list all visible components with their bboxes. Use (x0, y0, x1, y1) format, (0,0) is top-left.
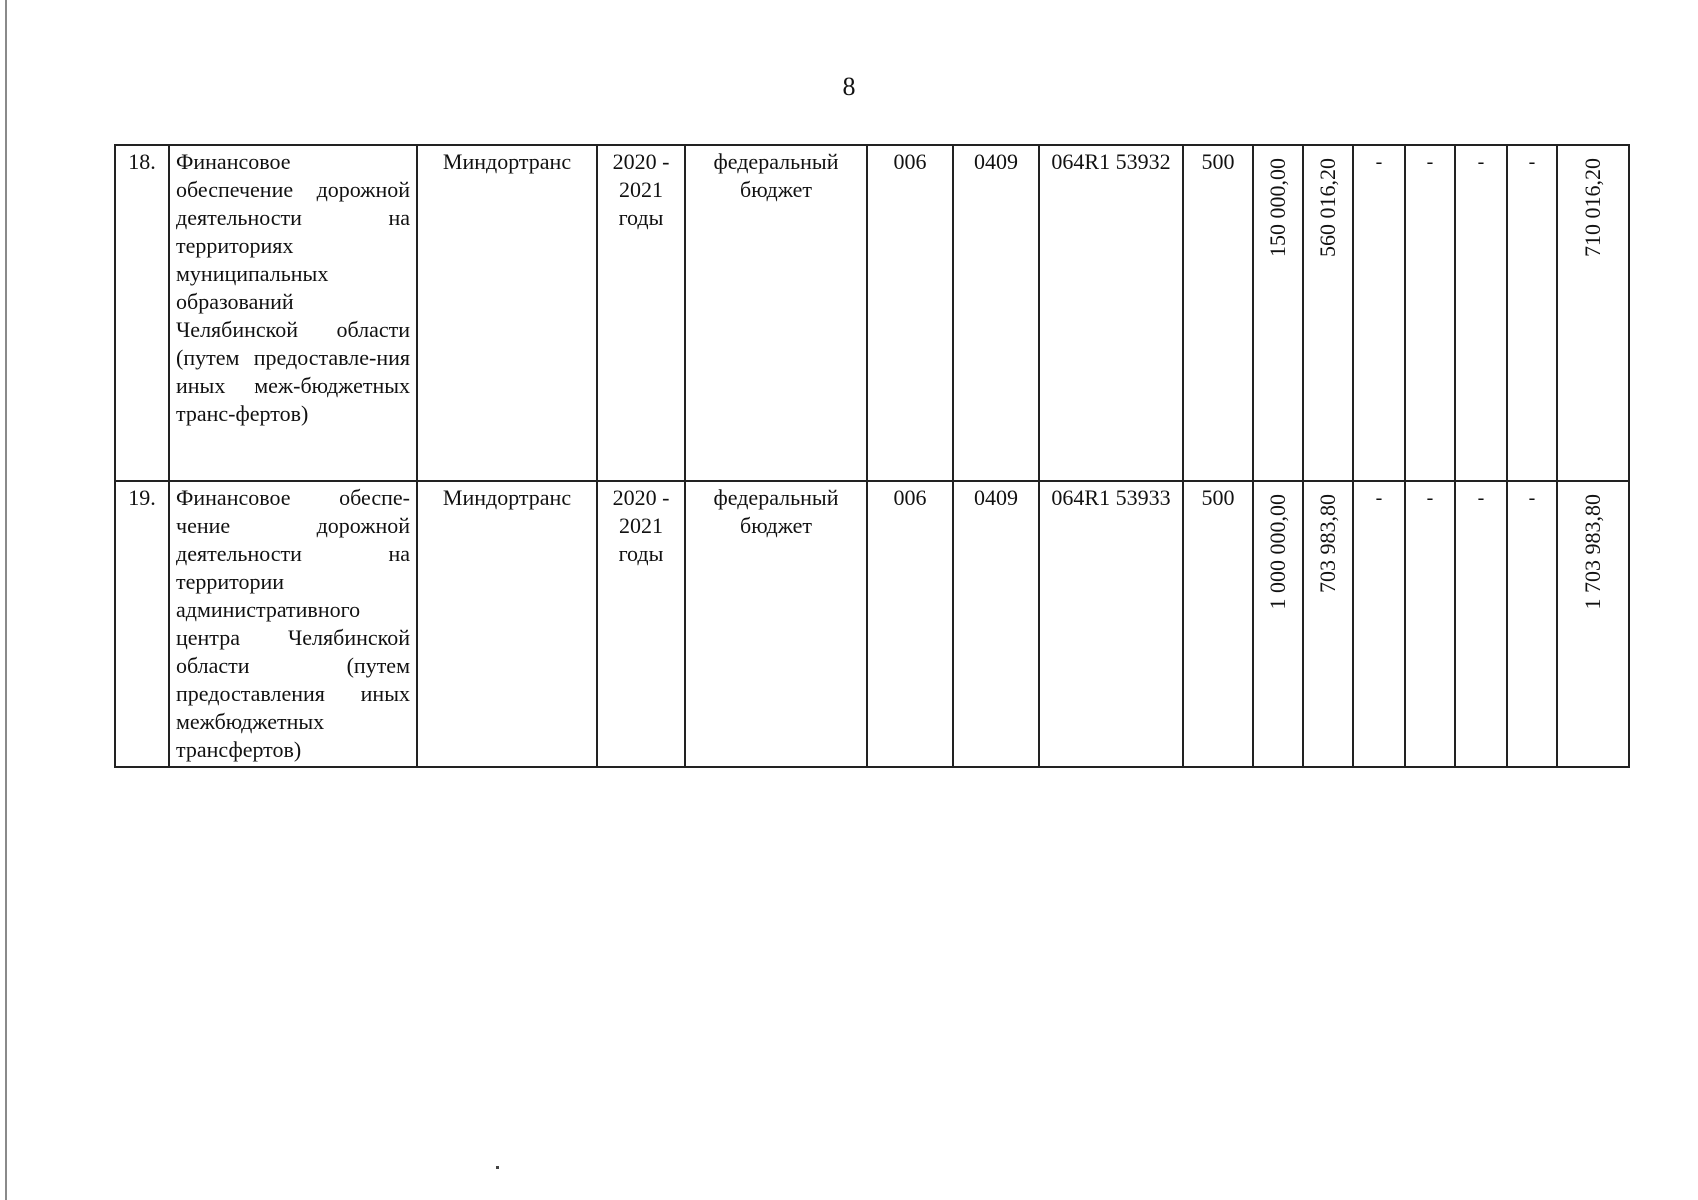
table-row (115, 481, 1629, 767)
row-period: 2020 - 2021 годы (597, 481, 685, 767)
total-text: 710 016,20 (1580, 158, 1605, 257)
row-period: 2020 - 2021 годы (597, 145, 685, 481)
amount-2021-text: 560 016,20 (1315, 158, 1340, 257)
row-amount-2025 (1507, 145, 1557, 481)
amount-2024-text: - (1477, 487, 1485, 509)
row-target-article: 064R1 53932 (1039, 145, 1183, 481)
row-amount-2024 (1455, 145, 1507, 481)
row-expense-type: 500 (1183, 145, 1253, 481)
row-total (1557, 145, 1629, 481)
row-amount-2023 (1405, 145, 1455, 481)
amount-2025-text: - (1528, 151, 1536, 173)
amount-2020-text: 150 000,00 (1265, 158, 1290, 257)
scan-speck (496, 1166, 499, 1169)
row-amount-2024 (1455, 481, 1507, 767)
row-executor: Миндортранс (417, 145, 597, 481)
amount-2025-text: - (1528, 487, 1536, 509)
amount-2020-text: 1 000 000,00 (1265, 494, 1290, 610)
row-amount-2020 (1253, 145, 1303, 481)
row-section-code: 0409 (953, 481, 1039, 767)
row-expense-type: 500 (1183, 481, 1253, 767)
row-grbs-code: 006 (867, 481, 953, 767)
row-description: Финансовое обеспе-чение дорожной деятельности на территории административного центра Челябинской области (путем предоставления иных межбюджетных трансфертов) (169, 481, 417, 767)
amount-2021-text: 703 983,80 (1315, 494, 1340, 593)
budget-table (114, 144, 1630, 768)
amount-2022-text: - (1375, 151, 1383, 173)
row-description: Финансовое обеспечение дорожной деятельности на территориях муниципальных образований Челябинской области (путем предоставле-ния иных меж-бюджетных транс-фертов) (169, 145, 417, 481)
row-amount-2022 (1353, 481, 1405, 767)
amount-2023-text: - (1426, 487, 1434, 509)
page-number: 8 (842, 72, 856, 101)
total-text: 1 703 983,80 (1580, 494, 1605, 610)
row-amount-2021 (1303, 145, 1353, 481)
row-amount-2020 (1253, 481, 1303, 767)
amount-2023-text: - (1426, 151, 1434, 173)
row-section-code: 0409 (953, 145, 1039, 481)
row-executor: Миндортранс (417, 481, 597, 767)
row-funding-source: федеральный бюджет (685, 145, 867, 481)
row-funding-source: федеральный бюджет (685, 481, 867, 767)
table-row (115, 145, 1629, 481)
page-left-edge (5, 0, 7, 1200)
row-total (1557, 481, 1629, 767)
row-amount-2023 (1405, 481, 1455, 767)
row-amount-2025 (1507, 481, 1557, 767)
row-amount-2022 (1353, 145, 1405, 481)
row-number: 18. (115, 145, 169, 481)
amount-2024-text: - (1477, 151, 1485, 173)
row-number: 19. (115, 481, 169, 767)
row-amount-2021 (1303, 481, 1353, 767)
row-target-article: 064R1 53933 (1039, 481, 1183, 767)
row-grbs-code: 006 (867, 145, 953, 481)
amount-2022-text: - (1375, 487, 1383, 509)
